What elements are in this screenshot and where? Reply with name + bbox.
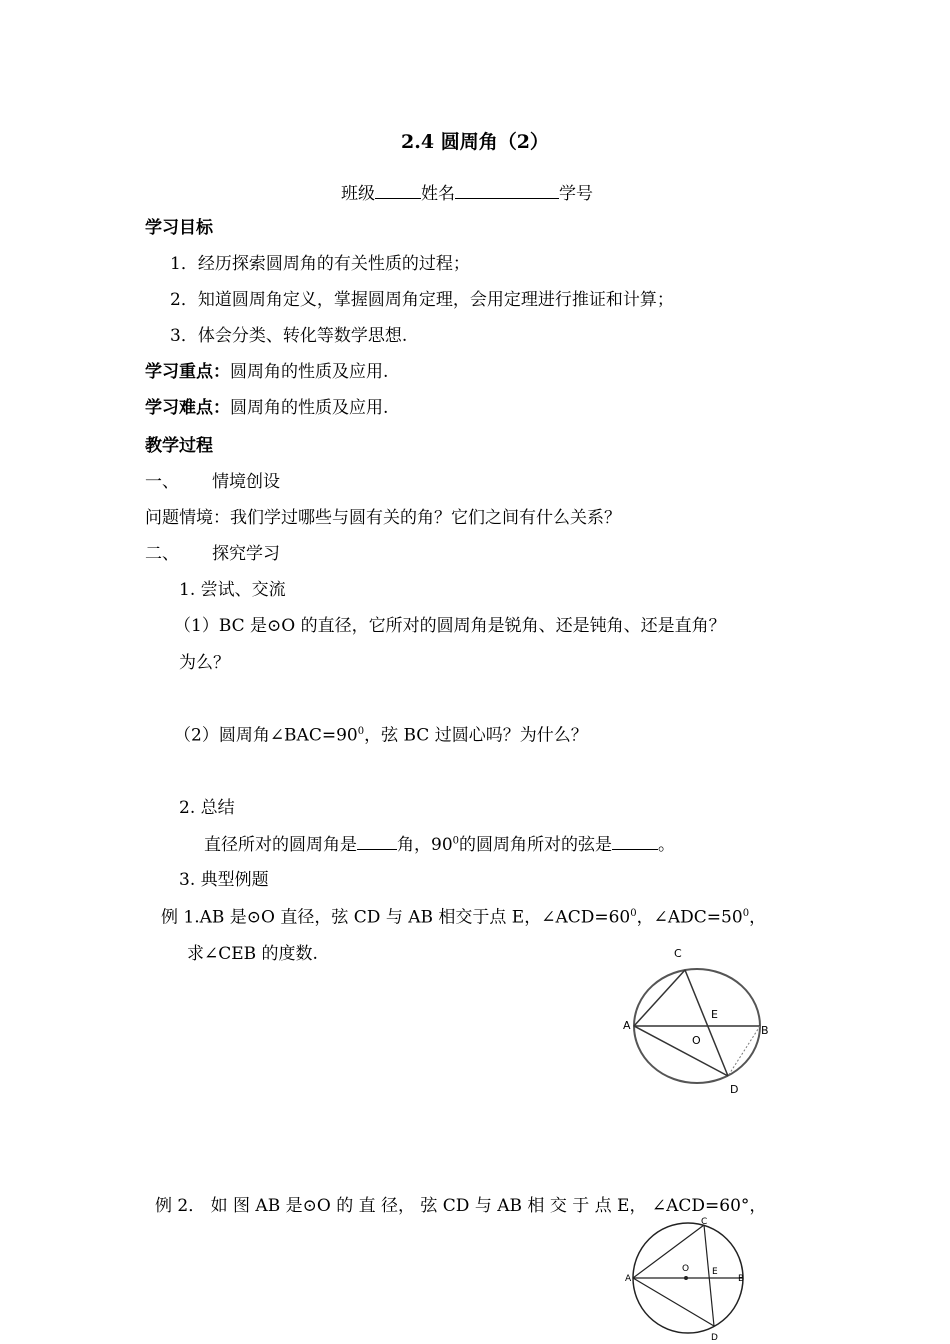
chord-ac-2 [633,1225,704,1278]
example-2-line-1: 例 2． 如 图 AB 是⊙O 的 直 径， 弦 CD 与 AB 相 交 于 点 E， ∠ACD=60°， [155,1196,767,1216]
example-2-circle-figure [622,1214,762,1344]
class-blank [375,184,421,199]
difficulty-text: 圆周角的性质及应用. [230,398,389,418]
key-point-text: 圆周角的性质及应用. [230,362,389,382]
class-label: 班级 [341,184,375,204]
name-blank [455,184,559,199]
label-d: D [730,1083,739,1096]
label-e: E [711,1008,718,1021]
label-o-2: O [682,1264,690,1274]
key-point-label: 学习重点： [145,362,230,382]
id-label: 学号 [559,184,593,204]
label-o: O [692,1034,701,1047]
goal-item-2: 2．知道圆周角定义，掌握圆周角定理，会用定理进行推证和计算； [170,290,674,310]
goals-heading: 学习目标 [145,218,213,238]
chord-bd [728,1026,760,1076]
label-c: C [674,947,682,960]
subsection-3: 3. 典型例题 [179,870,269,890]
summary-blank-2 [612,835,658,850]
label-b-2: B [738,1274,745,1284]
difficulty-label: 学习难点： [145,398,230,418]
chord-ad [634,1026,728,1076]
label-c-2: C [701,1217,708,1227]
chord-ad-2 [633,1278,714,1326]
scenario-text: 问题情境：我们学过哪些与圆有关的角？它们之间有什么关系？ [145,508,621,528]
center-dot [684,1276,688,1280]
goal-item-1: 1．经历探索圆周角的有关性质的过程； [170,254,470,274]
section2-title: 探究学习 [212,544,280,564]
chord-cd [685,970,728,1076]
page-title: 2.4 圆周角（2） [401,131,549,153]
question-2: （2）圆周角$\angle BAC=90^0$，弦 BC 过圆心吗？为什么？ [174,725,588,746]
section1-number: 一、 [145,472,179,492]
key-point-line [145,364,388,381]
summary-blank-1 [357,835,397,850]
section2-number: 二、 [145,544,179,564]
subsection-1: 1. 尝试、交流 [179,580,286,600]
example-1-line-2: 求∠CEB 的度数. [187,944,318,964]
label-b: B [761,1024,769,1037]
process-heading: 教学过程 [145,436,213,456]
label-a: A [623,1019,631,1032]
goal-item-3: 3．体会分类、转化等数学思想. [170,326,408,346]
question-1-line-2: 为么？ [179,653,230,673]
label-d-2: D [711,1333,718,1343]
example-1-circle-figure [615,938,785,1098]
question-1-line-1: （1）BC 是⊙O 的直径，它所对的圆周角是锐角、还是钝角、还是直角？ [174,616,726,636]
name-label: 姓名 [421,184,455,204]
section1-title: 情境创设 [212,472,280,492]
student-info-line [341,184,593,203]
label-e-2: E [712,1267,718,1277]
difficulty-line [145,400,388,417]
label-a-2: A [625,1274,632,1284]
example-1-line-1: 例 1.AB 是⊙O 直径，弦 CD 与 AB 相交于点 E，$\angle ACD=60^0$，$\angle ADC=50^0$， [161,907,767,928]
subsection-2: 2. 总结 [179,798,235,818]
summary-line: 直径所对的圆周角是 角，$90^0$的圆周角所对的弦是 。 [204,835,676,855]
